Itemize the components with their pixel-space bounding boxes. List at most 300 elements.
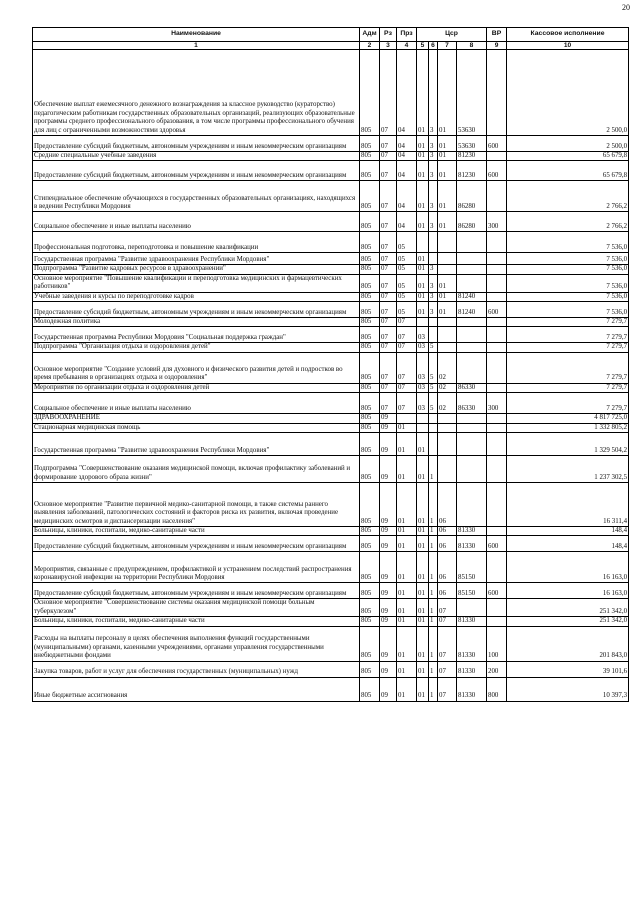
row-amount: 148,4 (507, 536, 629, 552)
row-amount: 251 342,0 (507, 599, 629, 617)
row-rz: 09 (380, 423, 397, 432)
row-name: Предоставление субсидий бюджетным, автономным учреждениям и иным некоммерческим организациям (33, 583, 360, 599)
row-vr (487, 318, 507, 327)
row-name: Государственная программа "Развитие здравоохранения Республики Мордовия" (33, 433, 360, 456)
row-adm: 805 (360, 483, 380, 527)
row-csr-event: 01 (438, 161, 457, 181)
row-csr-direction: 81330 (457, 661, 487, 677)
row-csr-direction: 85150 (457, 552, 487, 583)
row-csr-subprogram: 3 (429, 292, 438, 301)
row-csr-event (438, 414, 457, 423)
row-csr-direction (457, 599, 487, 617)
row-csr-subprogram: 1 (429, 483, 438, 527)
row-prz: 01 (397, 552, 417, 583)
page-number: 20 (622, 3, 630, 12)
row-csr-program: 01 (417, 483, 429, 527)
row-name: Предоставление субсидий бюджетным, автономным учреждениям и иным некоммерческим организациям (33, 302, 360, 318)
row-csr-subprogram: 3 (429, 152, 438, 161)
header-name: Наименование (33, 28, 360, 42)
row-amount: 1 237 302,5 (507, 456, 629, 483)
row-csr-program: 01 (417, 527, 429, 536)
row-rz: 07 (380, 212, 397, 232)
row-adm: 805 (360, 393, 380, 414)
column-number: 2 (360, 42, 380, 50)
row-rz: 09 (380, 599, 397, 617)
row-name: Больницы, клиники, госпитали, медико-санитарные части (33, 617, 360, 626)
row-csr-event: 06 (438, 583, 457, 599)
row-amount: 7 279,7 (507, 383, 629, 392)
row-rz: 09 (380, 483, 397, 527)
row-csr-program: 01 (417, 136, 429, 152)
row-prz: 04 (397, 50, 417, 136)
row-csr-direction: 86280 (457, 212, 487, 232)
row-csr-event (438, 423, 457, 432)
row-csr-direction: 81330 (457, 536, 487, 552)
table-row (33, 181, 629, 212)
row-name: Подпрограмма "Развитие кадровых ресурсов в здравоохранении" (33, 265, 360, 274)
row-csr-program: 01 (417, 583, 429, 599)
row-rz: 07 (380, 253, 397, 265)
row-name: Предоставление субсидий бюджетным, автономным учреждениям и иным некоммерческим организациям (33, 136, 360, 152)
row-csr-subprogram: 1 (429, 661, 438, 677)
header-vr: ВР (487, 28, 507, 42)
row-csr-direction: 81330 (457, 626, 487, 661)
row-csr-subprogram: 1 (429, 552, 438, 583)
row-name: Профессиональная подготовка, переподготовка и повышение квалификации (33, 232, 360, 253)
row-csr-subprogram: 1 (429, 583, 438, 599)
table-row (33, 393, 629, 414)
row-csr-direction (457, 433, 487, 456)
row-rz: 07 (380, 181, 397, 212)
row-rz: 07 (380, 352, 397, 383)
row-rz: 07 (380, 292, 397, 301)
row-csr-subprogram (429, 433, 438, 456)
row-csr-direction (457, 318, 487, 327)
row-amount: 7 536,0 (507, 274, 629, 292)
row-vr (487, 50, 507, 136)
row-vr (487, 383, 507, 392)
row-csr-event: 07 (438, 617, 457, 626)
row-csr-program: 01 (417, 617, 429, 626)
row-vr (487, 181, 507, 212)
row-csr-direction (457, 274, 487, 292)
row-rz: 07 (380, 274, 397, 292)
row-rz: 09 (380, 414, 397, 423)
row-prz: 01 (397, 626, 417, 661)
row-vr: 300 (487, 212, 507, 232)
table-row (33, 599, 629, 617)
row-adm: 805 (360, 327, 380, 343)
row-rz: 09 (380, 552, 397, 583)
row-csr-program: 01 (417, 433, 429, 456)
row-csr-event: 06 (438, 552, 457, 583)
row-csr-subprogram: 5 (429, 343, 438, 352)
row-vr: 300 (487, 393, 507, 414)
row-name: Основное мероприятие "Совершенствование системы оказания медицинской помощи больным туберкулезом" (33, 599, 360, 617)
row-vr: 100 (487, 626, 507, 661)
row-name: Государственная программа "Развитие здравоохранения Республики Мордовия" (33, 253, 360, 265)
row-amount: 16 163,0 (507, 552, 629, 583)
row-name: Мероприятия по организации отдыха и оздоровления детей (33, 383, 360, 392)
row-amount: 7 536,0 (507, 253, 629, 265)
row-prz: 04 (397, 152, 417, 161)
header-row (33, 28, 629, 42)
row-prz: 07 (397, 393, 417, 414)
row-vr (487, 265, 507, 274)
header-adm: Адм (360, 28, 380, 42)
row-csr-subprogram: 3 (429, 212, 438, 232)
header-rz: Рз (380, 28, 397, 42)
row-csr-program: 01 (417, 274, 429, 292)
row-adm: 805 (360, 253, 380, 265)
row-csr-event (438, 327, 457, 343)
row-adm: 805 (360, 302, 380, 318)
row-csr-event: 07 (438, 599, 457, 617)
row-csr-subprogram: 3 (429, 265, 438, 274)
row-vr: 600 (487, 302, 507, 318)
row-csr-direction: 86330 (457, 383, 487, 392)
row-adm: 805 (360, 677, 380, 701)
row-rz: 09 (380, 527, 397, 536)
row-csr-event: 01 (438, 152, 457, 161)
row-rz: 07 (380, 318, 397, 327)
table-row (33, 527, 629, 536)
row-name: Основное мероприятие "Создание условий для духовного и физического развития детей и подростков во время пребывания в организациях отдыха и оздоровления" (33, 352, 360, 383)
row-csr-direction (457, 232, 487, 253)
table-row (33, 265, 629, 274)
row-vr (487, 414, 507, 423)
row-csr-subprogram: 5 (429, 352, 438, 383)
row-csr-subprogram: 1 (429, 456, 438, 483)
column-number: 6 (429, 42, 438, 50)
row-vr: 800 (487, 677, 507, 701)
row-prz: 01 (397, 583, 417, 599)
row-name: ЗДРАВООХРАНЕНИЕ (33, 414, 360, 423)
row-amount: 16 163,0 (507, 583, 629, 599)
row-amount: 10 397,3 (507, 677, 629, 701)
row-amount: 7 279,7 (507, 327, 629, 343)
table-row (33, 212, 629, 232)
row-rz: 07 (380, 50, 397, 136)
table-row (33, 536, 629, 552)
row-csr-subprogram: 1 (429, 527, 438, 536)
row-amount: 201 843,0 (507, 626, 629, 661)
row-amount: 7 279,7 (507, 318, 629, 327)
row-adm: 805 (360, 318, 380, 327)
row-csr-direction: 86330 (457, 393, 487, 414)
row-amount: 16 311,4 (507, 483, 629, 527)
row-name: Средние специальные учебные заведения (33, 152, 360, 161)
row-csr-event (438, 318, 457, 327)
row-prz: 01 (397, 617, 417, 626)
row-csr-program: 01 (417, 599, 429, 617)
row-amount: 7 536,0 (507, 232, 629, 253)
table-row (33, 677, 629, 701)
row-name: Основное мероприятие "Повышение квалификации и переподготовка медицинских и фармацевтических работников" (33, 274, 360, 292)
row-csr-program (417, 414, 429, 423)
table-row (33, 50, 629, 136)
row-csr-subprogram (429, 414, 438, 423)
row-amount: 65 679,8 (507, 161, 629, 181)
table-row (33, 232, 629, 253)
row-csr-direction: 81240 (457, 302, 487, 318)
row-name: Государственная программа Республики Мордовия "Социальная поддержка граждан" (33, 327, 360, 343)
row-csr-program: 01 (417, 626, 429, 661)
row-csr-event: 06 (438, 527, 457, 536)
row-csr-subprogram: 3 (429, 181, 438, 212)
row-vr (487, 253, 507, 265)
row-prz: 05 (397, 302, 417, 318)
row-rz: 09 (380, 626, 397, 661)
row-rz: 07 (380, 152, 397, 161)
row-adm: 805 (360, 292, 380, 301)
row-amount: 65 679,8 (507, 152, 629, 161)
row-prz: 01 (397, 483, 417, 527)
row-csr-direction (457, 456, 487, 483)
row-name: Основное мероприятие "Развитие первичной медико-санитарной помощи, в также системы раннего выявления заболеваний, патологических состояний и факторов риска их развития, включая проведение медицинских осмотров и диспансеризации населения" (33, 483, 360, 527)
row-csr-program: 01 (417, 253, 429, 265)
row-adm: 805 (360, 152, 380, 161)
row-name: Предоставление субсидий бюджетным, автономным учреждениям и иным некоммерческим организациям (33, 536, 360, 552)
row-amount: 7 536,0 (507, 292, 629, 301)
table-row (33, 302, 629, 318)
table-row (33, 456, 629, 483)
row-prz: 01 (397, 433, 417, 456)
table-row (33, 423, 629, 432)
row-prz: 01 (397, 536, 417, 552)
row-adm: 805 (360, 414, 380, 423)
row-vr (487, 152, 507, 161)
row-csr-direction (457, 483, 487, 527)
table-row (33, 583, 629, 599)
row-name: Стипендиальное обеспечение обучающихся в государственных образовательных организациях, находящихся в ведении Республики Мордовия (33, 181, 360, 212)
row-rz: 09 (380, 583, 397, 599)
column-number: 5 (417, 42, 429, 50)
header-prz: Прз (397, 28, 417, 42)
column-number: 7 (438, 42, 457, 50)
row-name: Учебные заведения и курсы по переподготовке кадров (33, 292, 360, 301)
row-vr (487, 352, 507, 383)
row-adm: 805 (360, 343, 380, 352)
row-vr: 600 (487, 583, 507, 599)
row-rz: 09 (380, 677, 397, 701)
table-row (33, 274, 629, 292)
row-csr-event: 01 (438, 302, 457, 318)
row-csr-program: 03 (417, 343, 429, 352)
row-prz: 01 (397, 456, 417, 483)
row-csr-direction: 53630 (457, 136, 487, 152)
row-csr-subprogram: 3 (429, 274, 438, 292)
row-csr-subprogram: 3 (429, 161, 438, 181)
row-name: Обеспечение выплат ежемесячного денежного вознаграждения за классное руководство (кураторство) педагогическим работникам государственных образовательных организаций, реализующих образовательные программы среднего профессионального образования, в том числе программы профессионального обучения для лиц с ограниченными возможностями здоровья (33, 50, 360, 136)
row-prz: 04 (397, 212, 417, 232)
table-row (33, 626, 629, 661)
row-rz: 07 (380, 302, 397, 318)
row-csr-subprogram: 5 (429, 383, 438, 392)
table-row (33, 292, 629, 301)
row-vr (487, 456, 507, 483)
row-prz: 04 (397, 136, 417, 152)
row-adm: 805 (360, 352, 380, 383)
row-name: Закупка товаров, работ и услуг для обеспечения государственных (муниципальных) нужд (33, 661, 360, 677)
row-vr (487, 552, 507, 583)
row-amount: 2 766,2 (507, 181, 629, 212)
row-csr-direction: 86280 (457, 181, 487, 212)
row-vr (487, 599, 507, 617)
row-csr-direction (457, 327, 487, 343)
row-csr-subprogram: 1 (429, 536, 438, 552)
row-rz: 07 (380, 343, 397, 352)
row-vr (487, 483, 507, 527)
row-name: Предоставление субсидий бюджетным, автономным учреждениям и иным некоммерческим организациям (33, 161, 360, 181)
table-row (33, 383, 629, 392)
row-csr-event: 01 (438, 181, 457, 212)
row-vr (487, 527, 507, 536)
row-rz: 07 (380, 136, 397, 152)
row-name: Социальное обеспечение и иные выплаты населению (33, 393, 360, 414)
row-adm: 805 (360, 136, 380, 152)
row-vr (487, 343, 507, 352)
column-number: 10 (507, 42, 629, 50)
table-row (33, 318, 629, 327)
row-name: Стационарная медицинская помощь (33, 423, 360, 432)
row-csr-event (438, 456, 457, 483)
row-name: Подпрограмма "Совершенствование оказания медицинской помощи, включая профилактику заболеваний и формирование здорового образа жизни" (33, 456, 360, 483)
table-row (33, 161, 629, 181)
row-adm: 805 (360, 383, 380, 392)
row-name: Больницы, клиники, госпитали, медико-санитарные части (33, 527, 360, 536)
row-csr-program: 01 (417, 536, 429, 552)
row-amount: 7 536,0 (507, 302, 629, 318)
row-adm: 805 (360, 583, 380, 599)
row-name: Молодежная политика (33, 318, 360, 327)
row-vr (487, 274, 507, 292)
row-rz: 07 (380, 327, 397, 343)
column-number-row (33, 42, 629, 50)
row-prz: 04 (397, 161, 417, 181)
row-csr-direction (457, 265, 487, 274)
row-csr-subprogram: 3 (429, 136, 438, 152)
row-prz (397, 414, 417, 423)
row-rz: 09 (380, 433, 397, 456)
row-vr: 600 (487, 161, 507, 181)
row-name: Иные бюджетные ассигнования (33, 677, 360, 701)
row-csr-event (438, 232, 457, 253)
row-csr-event (438, 433, 457, 456)
row-csr-subprogram (429, 253, 438, 265)
row-csr-event: 07 (438, 677, 457, 701)
row-adm: 805 (360, 527, 380, 536)
row-csr-program: 01 (417, 292, 429, 301)
table-row (33, 152, 629, 161)
row-adm: 805 (360, 161, 380, 181)
row-csr-direction: 81330 (457, 677, 487, 701)
row-csr-direction (457, 352, 487, 383)
row-csr-subprogram: 5 (429, 393, 438, 414)
column-number: 1 (33, 42, 360, 50)
row-prz: 05 (397, 232, 417, 253)
row-amount: 7 536,0 (507, 265, 629, 274)
row-csr-direction (457, 414, 487, 423)
row-adm: 805 (360, 626, 380, 661)
row-csr-event: 07 (438, 661, 457, 677)
row-csr-subprogram: 1 (429, 677, 438, 701)
row-adm: 805 (360, 181, 380, 212)
row-adm: 805 (360, 617, 380, 626)
row-csr-subprogram (429, 232, 438, 253)
row-csr-subprogram (429, 423, 438, 432)
row-vr (487, 292, 507, 301)
row-adm: 805 (360, 433, 380, 456)
row-adm: 805 (360, 265, 380, 274)
row-csr-program: 01 (417, 265, 429, 274)
row-csr-event: 01 (438, 136, 457, 152)
row-adm: 805 (360, 661, 380, 677)
row-amount: 251 342,0 (507, 617, 629, 626)
row-vr (487, 327, 507, 343)
row-csr-subprogram: 3 (429, 302, 438, 318)
row-name: Мероприятия, связанные с предупреждением, профилактикой и устранением последствий распространения коронавирусной инфекции на территории Республики Мордовия (33, 552, 360, 583)
row-rz: 07 (380, 232, 397, 253)
row-prz: 07 (397, 327, 417, 343)
table-row (33, 617, 629, 626)
row-adm: 805 (360, 50, 380, 136)
row-csr-program: 01 (417, 677, 429, 701)
row-amount: 148,4 (507, 527, 629, 536)
row-adm: 805 (360, 212, 380, 232)
row-amount: 4 817 725,0 (507, 414, 629, 423)
column-number: 4 (397, 42, 417, 50)
row-csr-event: 07 (438, 626, 457, 661)
row-vr: 600 (487, 136, 507, 152)
row-prz: 07 (397, 318, 417, 327)
row-prz: 05 (397, 265, 417, 274)
row-csr-direction: 81330 (457, 617, 487, 626)
row-rz: 09 (380, 456, 397, 483)
row-vr (487, 433, 507, 456)
table-row (33, 552, 629, 583)
row-csr-program: 01 (417, 661, 429, 677)
table-row (33, 483, 629, 527)
row-csr-event: 06 (438, 536, 457, 552)
row-name: Социальное обеспечение и иные выплаты населению (33, 212, 360, 232)
row-rz: 07 (380, 265, 397, 274)
row-prz: 04 (397, 181, 417, 212)
row-csr-program (417, 423, 429, 432)
row-csr-event (438, 253, 457, 265)
row-amount: 1 329 504,2 (507, 433, 629, 456)
row-csr-direction: 81230 (457, 161, 487, 181)
row-csr-event: 01 (438, 50, 457, 136)
row-prz: 07 (397, 383, 417, 392)
table-body (33, 50, 629, 702)
row-rz: 07 (380, 383, 397, 392)
row-vr (487, 617, 507, 626)
column-number: 9 (487, 42, 507, 50)
row-csr-subprogram: 1 (429, 626, 438, 661)
row-csr-direction (457, 423, 487, 432)
row-amount: 2 500,0 (507, 50, 629, 136)
row-prz: 07 (397, 352, 417, 383)
table-row (33, 352, 629, 383)
row-csr-direction: 81240 (457, 292, 487, 301)
row-vr: 200 (487, 661, 507, 677)
table-row (33, 136, 629, 152)
row-csr-program: 01 (417, 456, 429, 483)
row-prz: 01 (397, 599, 417, 617)
row-adm: 805 (360, 456, 380, 483)
row-name: Подпрограмма "Организация отдыха и оздоровления детей" (33, 343, 360, 352)
